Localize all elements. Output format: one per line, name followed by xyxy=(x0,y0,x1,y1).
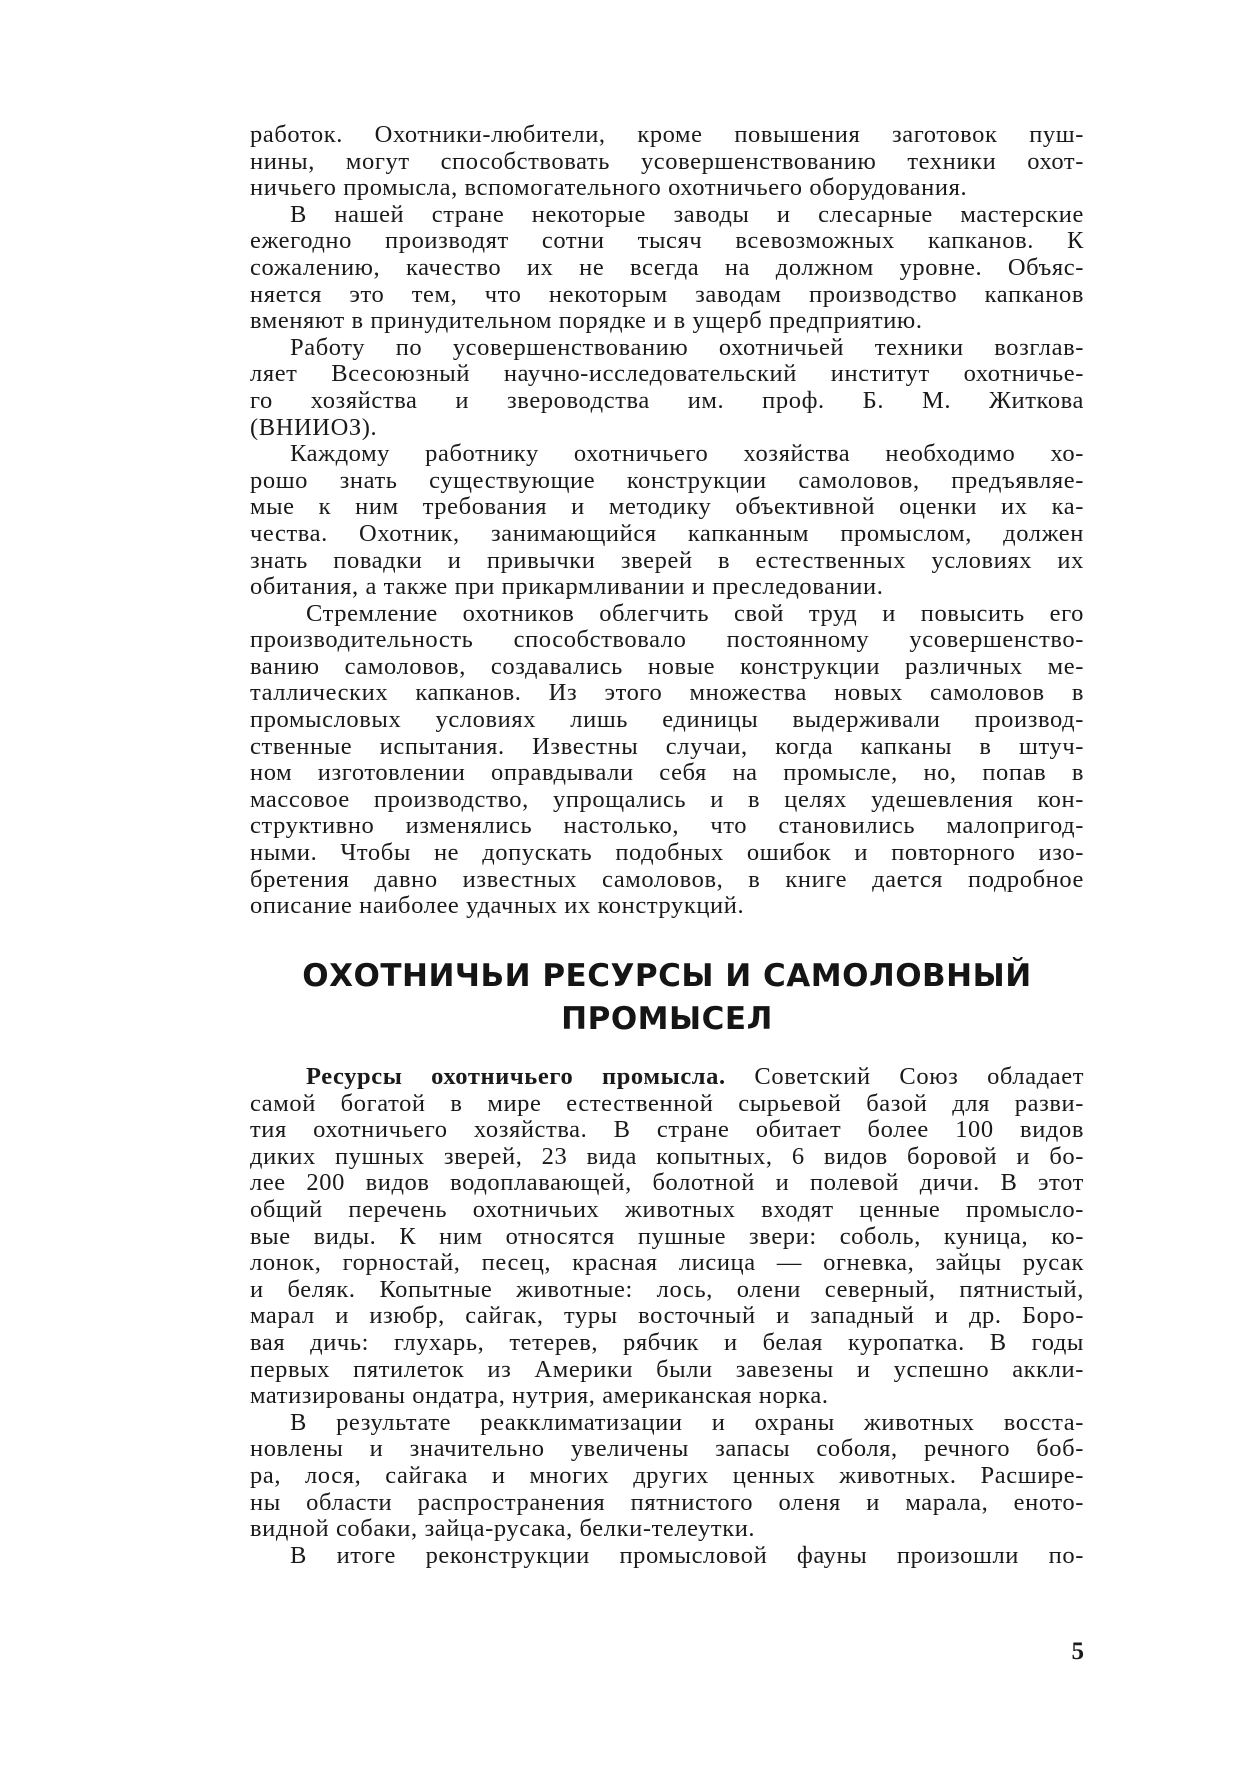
paragraph-line: первых пятилеток из Америки были завезены и успешно аккли- xyxy=(250,1355,1084,1383)
paragraph-line: производительность способствовало постоянному усовершенство- xyxy=(250,626,1084,654)
paragraph-line: видной собаки, зайца-русака, белки-телеутки. xyxy=(250,1515,756,1543)
run-in-rest: Советский Союз обладает xyxy=(725,1063,1085,1090)
run-in-title: Ресурсы охотничьего промысла. xyxy=(306,1063,726,1090)
paragraph-line: диких пушных зверей, 23 вида копытных, 6 видов боровой и бо- xyxy=(250,1142,1084,1170)
paragraph-line: новлены и значительно увеличены запасы соболя, речного боб- xyxy=(250,1435,1084,1463)
paragraph-line: ра, лося, сайгака и многих других ценных животных. Расшире- xyxy=(250,1461,1084,1489)
paragraph-line: ны области распространения пятнистого оленя и марала, еното- xyxy=(250,1488,1084,1516)
paragraph-line: вменяют в принудительном порядке и в ущерб предприятию. xyxy=(250,307,923,335)
paragraph-line: ственные испытания. Известны случаи, когда капканы в штуч- xyxy=(250,732,1084,760)
paragraph-line: рошо знать существующие конструкции самоловов, предъявляе- xyxy=(250,466,1084,494)
paragraph-line: сожалению, качество их не всегда на должном уровне. Объяс- xyxy=(250,253,1084,281)
paragraph-line: мые к ним требования и методику объективной оценки их ка- xyxy=(250,493,1084,521)
text-block-resources xyxy=(250,1064,1084,1569)
paragraph-line: (ВНИИОЗ). xyxy=(250,413,378,441)
paragraph-line: ничьего промысла, вспомогательного охотничьего оборудования. xyxy=(250,174,968,202)
paragraph-line: нины, могут способствовать усовершенствованию техники охот- xyxy=(250,147,1084,175)
paragraph-line: лонок, горностай, песец, красная лисица — огневка, зайцы русак xyxy=(250,1249,1084,1277)
paragraph-line: Каждому работнику охотничьего хозяйства необходимо хо- xyxy=(290,440,1084,468)
text-block-intro xyxy=(250,122,1084,920)
paragraph-line: таллических капканов. Из этого множества новых самоловов в xyxy=(250,679,1084,707)
paragraph-line: общий перечень охотничьих животных входят ценные промысло- xyxy=(250,1195,1084,1223)
paragraph-line: В итоге реконструкции промысловой фауны произошли по- xyxy=(290,1541,1084,1569)
paragraph-line: самой богатой в мире естественной сырьевой базой для разви- xyxy=(250,1089,1084,1117)
paragraph-line: лее 200 видов водоплавающей, болотной и полевой дичи. В этот xyxy=(250,1169,1084,1197)
paragraph-line: В результате реакклиматизации и охраны животных восста- xyxy=(290,1408,1084,1436)
paragraph-line: чества. Охотник, занимающийся капканным промыслом, должен xyxy=(250,519,1084,547)
section-heading xyxy=(250,955,1084,1041)
paragraph-line: ными. Чтобы не допускать подобных ошибок и повторного изо- xyxy=(250,839,1084,867)
paragraph-line: ежегодно производят сотни тысяч всевозможных капканов. К xyxy=(250,227,1084,255)
paragraph-line: структивно изменялись настолько, что становились малопригод- xyxy=(250,812,1084,840)
paragraph-line: работок. Охотники-любители, кроме повышения заготовок пуш- xyxy=(250,121,1084,148)
paragraph-line: знать повадки и привычки зверей в естественных условиях их xyxy=(250,546,1084,574)
paragraph-line: массовое производство, упрощались и в целях удешевления кон- xyxy=(250,785,1084,813)
paragraph-line: няется это тем, что некоторым заводам производство капканов xyxy=(250,280,1084,308)
paragraph-line: ном изготовлении оправдывали себя на промысле, но, попав в xyxy=(250,759,1084,787)
paragraph-line: Работу по усовершенствованию охотничьей техники возглав- xyxy=(290,333,1084,361)
paragraph-line: промысловых условиях лишь единицы выдерживали производ- xyxy=(250,706,1084,734)
paragraph-line: ляет Всесоюзный научно-исследовательский институт охотничье- xyxy=(250,360,1084,388)
paragraph-line xyxy=(250,1064,1084,1091)
paragraph-line: Стремление охотников облегчить свой труд и повысить его xyxy=(306,599,1084,627)
paragraph-line: ванию самоловов, создавались новые конструкции различных ме- xyxy=(250,652,1084,680)
paragraph-line: обитания, а также при прикармливании и преследовании. xyxy=(250,573,884,601)
paragraph-line: описание наиболее удачных их конструкций. xyxy=(250,892,745,920)
paragraph-line: бретения давно известных самоловов, в книге дается подробное xyxy=(250,865,1084,893)
paragraph-line: и беляк. Копытные животные: лось, олени северный, пятнистый, xyxy=(250,1275,1084,1303)
paragraph-line: вые виды. К ним относятся пушные звери: соболь, куница, ко- xyxy=(250,1222,1084,1250)
page-number: 5 xyxy=(1071,1638,1084,1665)
paragraph-line: тия охотничьего хозяйства. В стране обитает более 100 видов xyxy=(250,1116,1084,1144)
heading-line-1: ОХОТНИЧЬИ РЕСУРСЫ И САМОЛОВНЫЙ xyxy=(302,958,1032,994)
paragraph-line: го хозяйства и звероводства им. проф. Б. М. Житкова xyxy=(250,386,1084,414)
paragraph-line: марал и изюбр, сайгак, туры восточный и западный и др. Боро- xyxy=(250,1302,1084,1330)
paragraph-line: вая дичь: глухарь, тетерев, рябчик и белая куропатка. В годы xyxy=(250,1328,1084,1356)
paragraph-line: В нашей стране некоторые заводы и слесарные мастерские xyxy=(290,200,1084,228)
heading-line-2: ПРОМЫСЕЛ xyxy=(561,1001,773,1037)
paragraph-line: матизированы ондатра, нутрия, американская норка. xyxy=(250,1382,829,1410)
